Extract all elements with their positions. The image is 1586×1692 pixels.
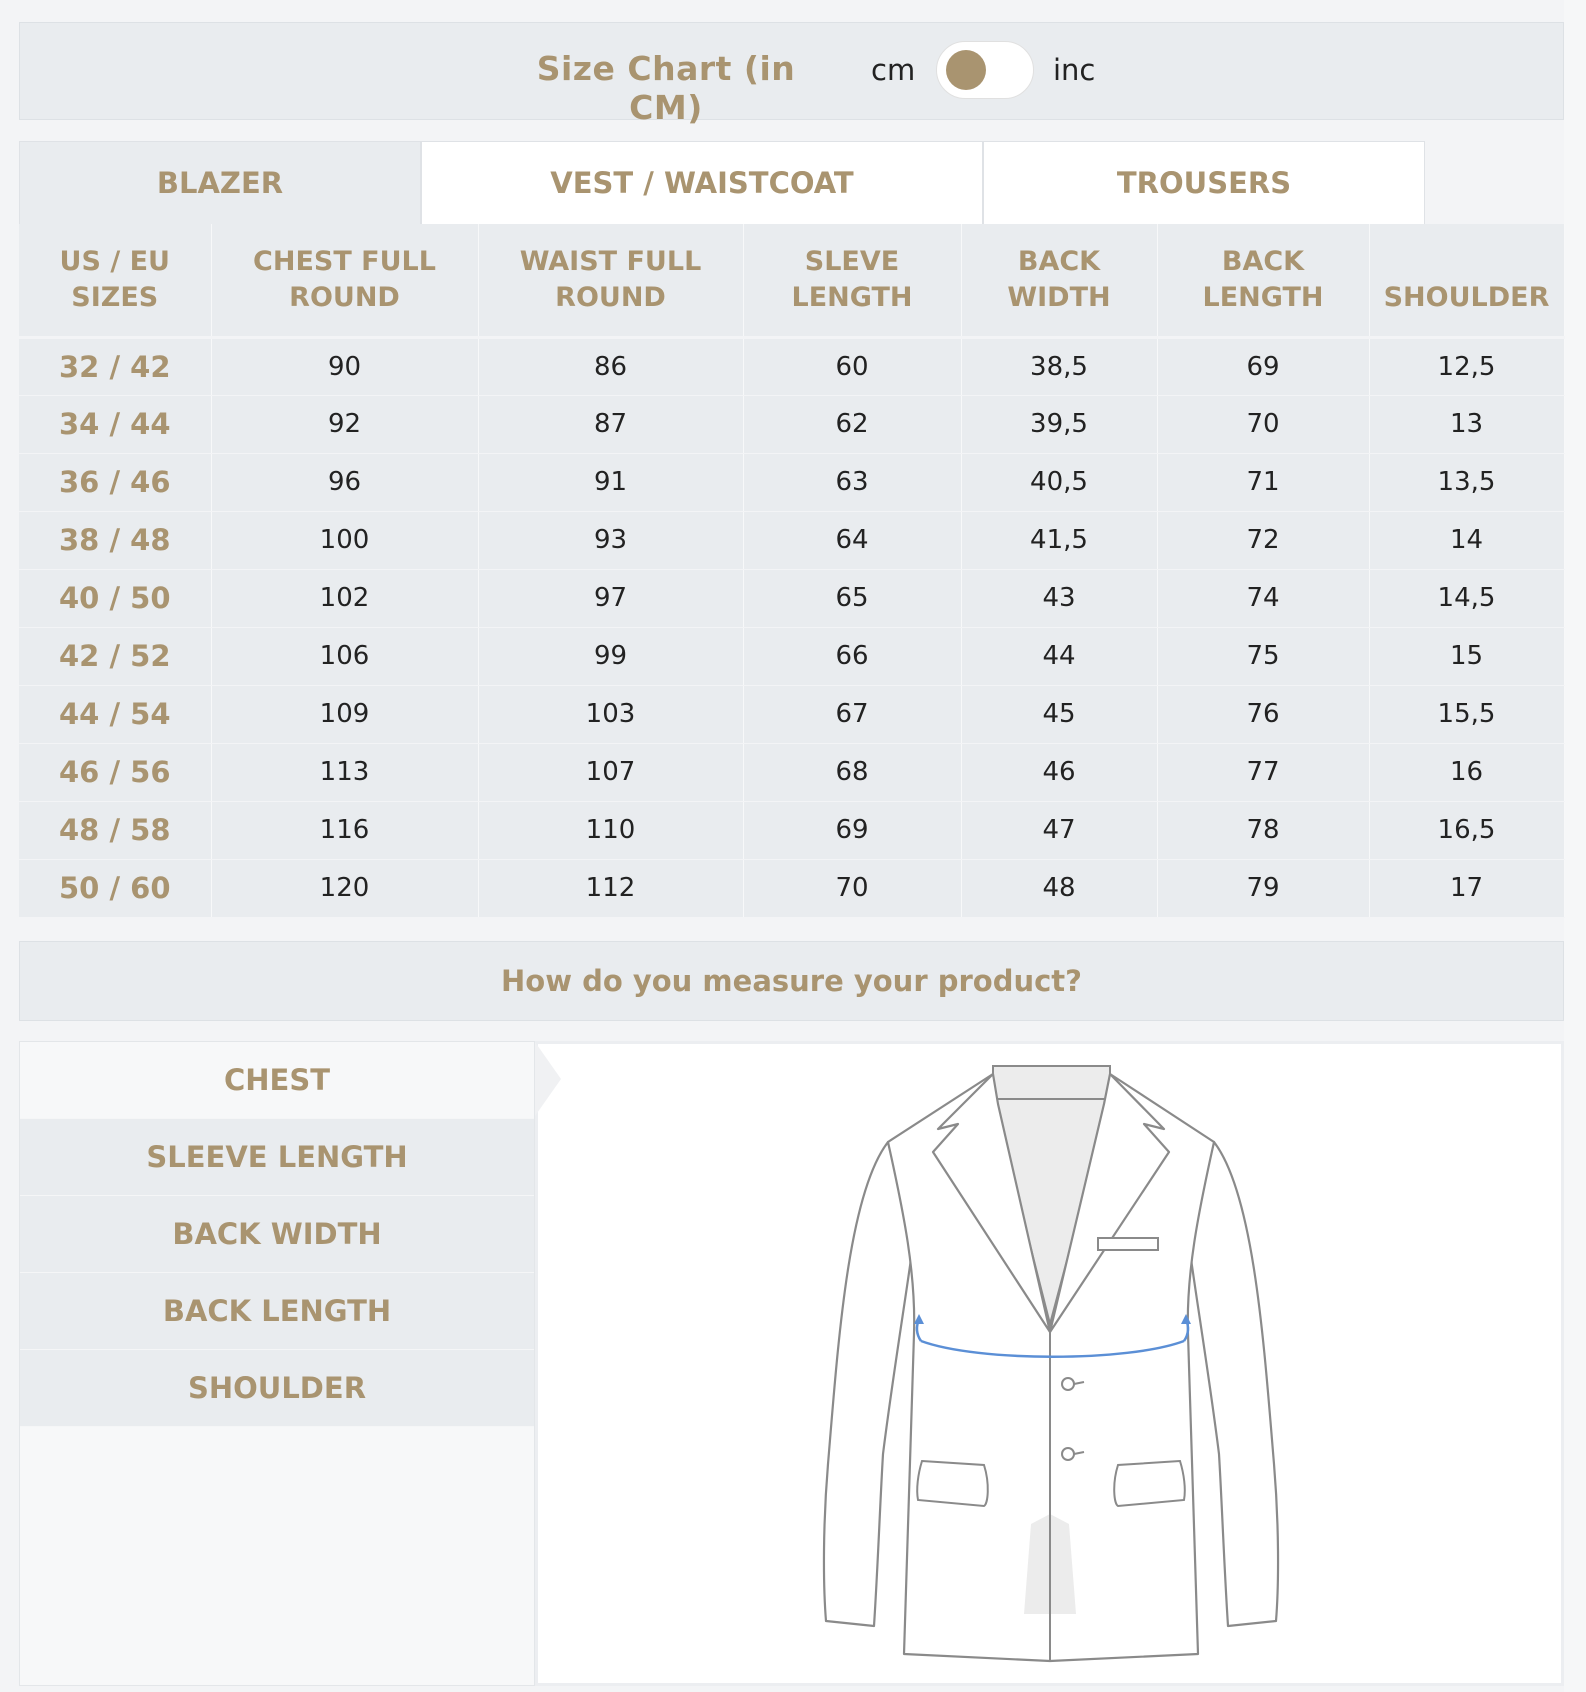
table-row — [19, 569, 1564, 627]
tab-trousers[interactable]: TROUSERS — [983, 141, 1425, 225]
size-table — [19, 224, 1565, 918]
measurement-cell: 45 — [961, 685, 1157, 743]
size-cell: 34 / 44 — [19, 395, 211, 453]
measurement-cell: 47 — [961, 801, 1157, 859]
measurement-cell: 66 — [743, 627, 961, 685]
measurement-cell: 77 — [1157, 743, 1369, 801]
measurement-cell: 13 — [1369, 395, 1564, 453]
right-edge — [1564, 0, 1586, 1692]
measurement-cell: 13,5 — [1369, 453, 1564, 511]
size-cell: 44 / 54 — [19, 685, 211, 743]
measurement-cell: 87 — [478, 395, 743, 453]
measurement-cell: 93 — [478, 511, 743, 569]
measurement-cell: 78 — [1157, 801, 1369, 859]
measurement-cell: 43 — [961, 569, 1157, 627]
measurement-cell: 103 — [478, 685, 743, 743]
size-cell: 42 / 52 — [19, 627, 211, 685]
measurement-cell: 109 — [211, 685, 478, 743]
measure-image-panel — [535, 1041, 1564, 1686]
table-row — [19, 511, 1564, 569]
measurement-cell: 15,5 — [1369, 685, 1564, 743]
measurement-cell: 86 — [478, 337, 743, 395]
measurement-cell: 63 — [743, 453, 961, 511]
active-item-arrow — [535, 1042, 561, 1116]
measurement-cell: 96 — [211, 453, 478, 511]
header-back-length: BACK LENGTH — [1157, 224, 1369, 337]
header-sleve-length: SLEVE LENGTH — [743, 224, 961, 337]
header-us-eu-sizes: US / EU SIZES — [19, 224, 211, 337]
measurement-cell: 110 — [478, 801, 743, 859]
measurement-cell: 99 — [478, 627, 743, 685]
measurement-cell: 91 — [478, 453, 743, 511]
measurement-cell: 64 — [743, 511, 961, 569]
header-back-width: BACK WIDTH — [961, 224, 1157, 337]
size-chart-title: Size Chart (in CM) — [536, 49, 796, 127]
measurement-cell: 72 — [1157, 511, 1369, 569]
measurement-cell: 16,5 — [1369, 801, 1564, 859]
measurement-cell: 70 — [743, 859, 961, 917]
unit-cm-label: cm — [871, 53, 916, 87]
measurement-cell: 75 — [1157, 627, 1369, 685]
measurement-cell: 107 — [478, 743, 743, 801]
header-waist-full-round: WAIST FULL ROUND — [478, 224, 743, 337]
table-row — [19, 801, 1564, 859]
size-cell: 38 / 48 — [19, 511, 211, 569]
measurement-cell: 68 — [743, 743, 961, 801]
size-cell: 48 / 58 — [19, 801, 211, 859]
size-chart-header — [19, 22, 1564, 127]
measurement-cell: 62 — [743, 395, 961, 453]
table-row — [19, 395, 1564, 453]
unit-inc-label: inc — [1053, 53, 1096, 87]
measurement-cell: 71 — [1157, 453, 1369, 511]
measurement-cell: 44 — [961, 627, 1157, 685]
measure-heading: How do you measure your product? — [19, 941, 1564, 1021]
table-row — [19, 337, 1564, 395]
unit-toggle[interactable] — [936, 41, 1034, 99]
size-cell: 46 / 56 — [19, 743, 211, 801]
garment-tabs — [19, 141, 1564, 225]
measurement-cell: 102 — [211, 569, 478, 627]
size-cell: 40 / 50 — [19, 569, 211, 627]
measurement-cell: 17 — [1369, 859, 1564, 917]
measurement-cell: 69 — [1157, 337, 1369, 395]
tab-vest-waistcoat[interactable]: VEST / WAISTCOAT — [421, 141, 983, 225]
header-chest-full-round: CHEST FULL ROUND — [211, 224, 478, 337]
size-cell: 50 / 60 — [19, 859, 211, 917]
measurement-cell: 74 — [1157, 569, 1369, 627]
table-row — [19, 627, 1564, 685]
measurement-cell: 12,5 — [1369, 337, 1564, 395]
measurement-cell: 116 — [211, 801, 478, 859]
table-row — [19, 685, 1564, 743]
measurement-cell: 39,5 — [961, 395, 1157, 453]
measure-item-back-length[interactable]: BACK LENGTH — [20, 1273, 534, 1350]
measure-list — [19, 1041, 535, 1686]
measurement-cell: 65 — [743, 569, 961, 627]
measurement-cell: 41,5 — [961, 511, 1157, 569]
measurement-cell: 46 — [961, 743, 1157, 801]
table-row — [19, 859, 1564, 917]
measurement-cell: 92 — [211, 395, 478, 453]
measurement-cell: 48 — [961, 859, 1157, 917]
measure-item-back-width[interactable]: BACK WIDTH — [20, 1196, 534, 1273]
measurement-cell: 97 — [478, 569, 743, 627]
size-cell: 36 / 46 — [19, 453, 211, 511]
size-cell: 32 / 42 — [19, 337, 211, 395]
measure-item-sleeve-length[interactable]: SLEEVE LENGTH — [20, 1119, 534, 1196]
table-row — [19, 453, 1564, 511]
measurement-cell: 90 — [211, 337, 478, 395]
measurement-cell: 38,5 — [961, 337, 1157, 395]
measurement-cell: 113 — [211, 743, 478, 801]
tab-blazer[interactable]: BLAZER — [19, 141, 421, 225]
measurement-cell: 106 — [211, 627, 478, 685]
measurement-cell: 60 — [743, 337, 961, 395]
measurement-cell: 14 — [1369, 511, 1564, 569]
measurement-cell: 40,5 — [961, 453, 1157, 511]
measure-item-chest[interactable]: CHEST — [20, 1042, 534, 1119]
measurement-cell: 16 — [1369, 743, 1564, 801]
table-row — [19, 743, 1564, 801]
toggle-knob — [946, 50, 986, 90]
measurement-cell: 15 — [1369, 627, 1564, 685]
measurement-cell: 120 — [211, 859, 478, 917]
measurement-cell: 100 — [211, 511, 478, 569]
measure-item-shoulder[interactable]: SHOULDER — [20, 1350, 534, 1427]
table-header-row — [19, 224, 1564, 337]
measurement-cell: 67 — [743, 685, 961, 743]
measurement-cell: 70 — [1157, 395, 1369, 453]
measurement-cell: 76 — [1157, 685, 1369, 743]
measurement-cell: 112 — [478, 859, 743, 917]
header-shoulder: SHOULDER — [1369, 224, 1564, 337]
measurement-cell: 79 — [1157, 859, 1369, 917]
measurement-cell: 14,5 — [1369, 569, 1564, 627]
measurement-cell: 69 — [743, 801, 961, 859]
blazer-illustration — [538, 1044, 1561, 1683]
table-body — [19, 337, 1564, 917]
